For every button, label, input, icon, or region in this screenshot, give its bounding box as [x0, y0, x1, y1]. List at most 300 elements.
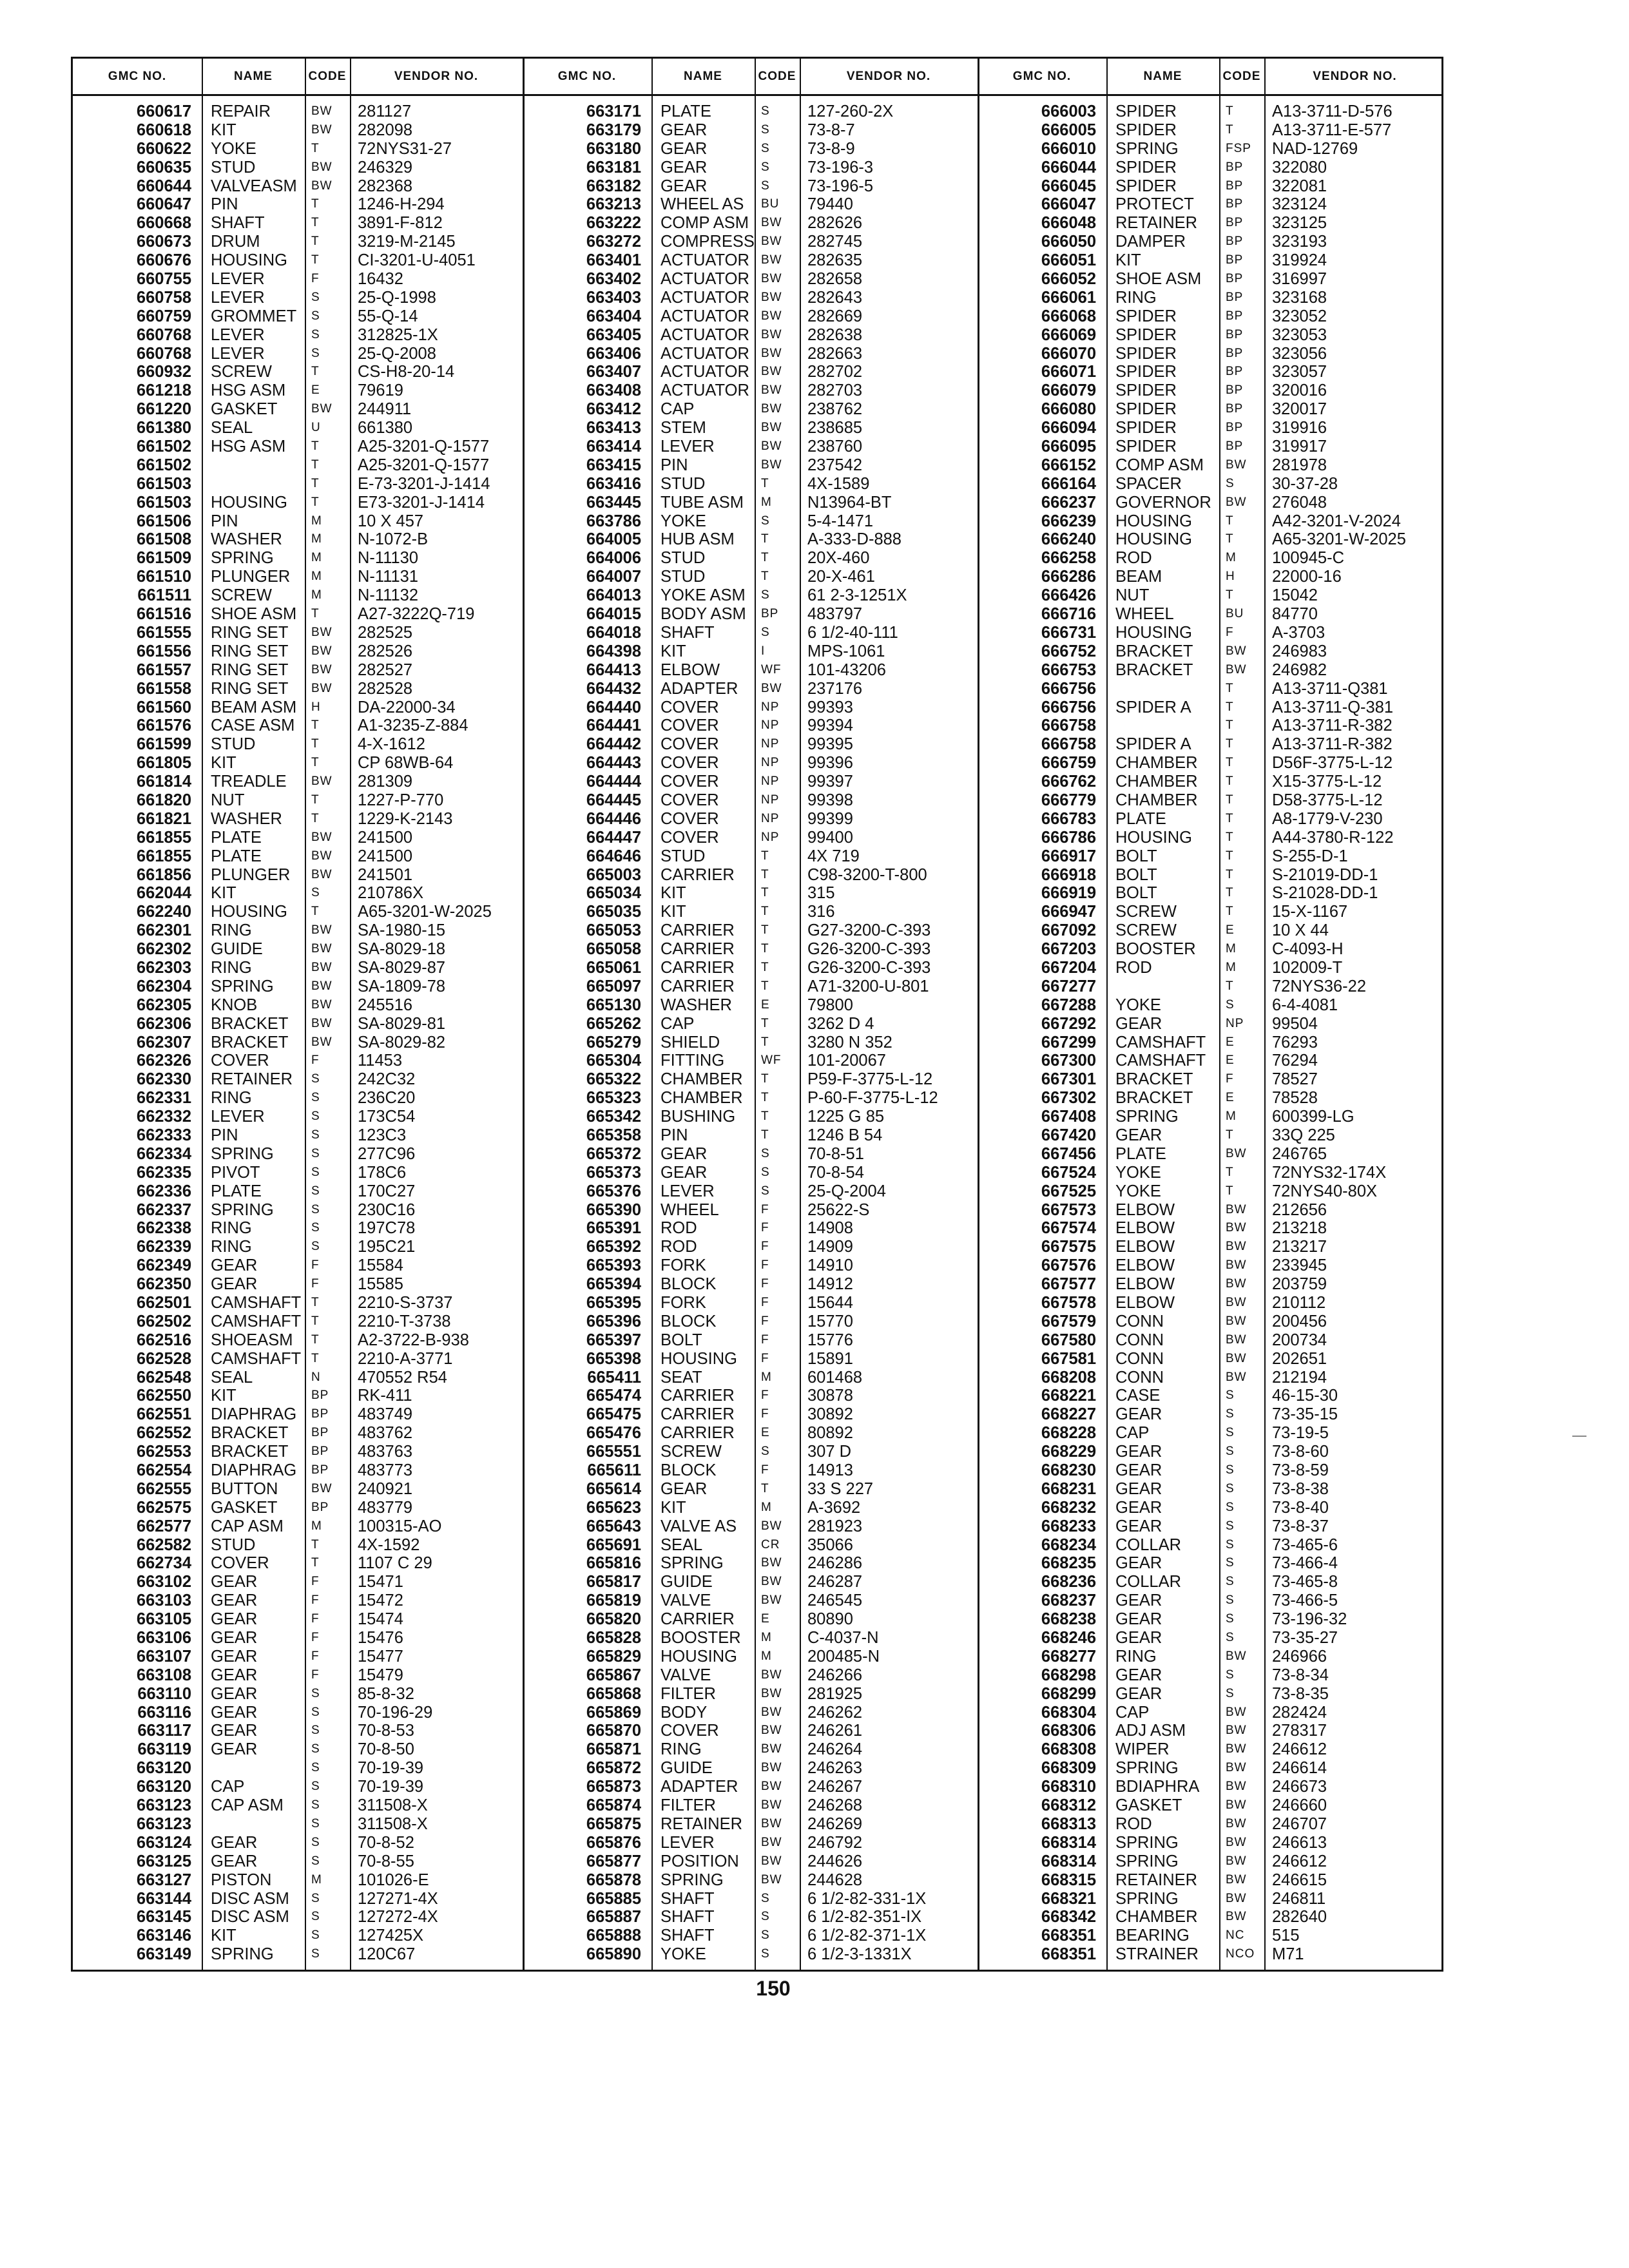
cell-gmc-no: 665829 — [586, 1647, 641, 1666]
cell-vendor-no: 20-X-461 — [807, 568, 875, 586]
cell-gmc-no: 668310 — [1041, 1778, 1096, 1796]
cell-gmc-no: 665888 — [586, 1927, 641, 1945]
cell-vendor-no: A8-1779-V-230 — [1272, 809, 1383, 828]
cell-code: T — [761, 1110, 769, 1124]
cell-name: SPRING — [660, 1870, 724, 1889]
table-row — [73, 1443, 523, 1461]
cell-gmc-no: 665397 — [586, 1331, 641, 1349]
table-body — [73, 96, 1441, 1974]
cell-gmc-no: 664442 — [586, 735, 641, 754]
cell-gmc-no: 665873 — [586, 1778, 641, 1796]
cell-vendor-no: 210786X — [358, 884, 424, 903]
table-row — [73, 1536, 523, 1555]
cell-name: KIT — [211, 1927, 236, 1945]
table-row — [73, 1499, 523, 1517]
cell-vendor-no: MPS-1061 — [807, 642, 885, 660]
cell-vendor-no: 35066 — [807, 1535, 853, 1554]
cell-name: CAP — [211, 1778, 245, 1796]
cell-gmc-no: 665398 — [586, 1349, 641, 1368]
cell-gmc-no: 663108 — [136, 1666, 191, 1684]
cell-name: KNOB — [211, 995, 258, 1014]
cell-vendor-no: 55-Q-14 — [358, 307, 418, 325]
table-row — [73, 1722, 523, 1740]
cell-name: GEAR — [1115, 1666, 1162, 1684]
cell-gmc-no: 663406 — [586, 344, 641, 363]
table-row — [978, 289, 1445, 307]
table-row — [523, 1312, 978, 1331]
cell-gmc-no: 664432 — [586, 679, 641, 698]
cell-gmc-no: 667524 — [1041, 1163, 1096, 1182]
table-row — [978, 1126, 1445, 1145]
table-row — [73, 1852, 523, 1871]
cell-vendor-no: 246262 — [807, 1703, 863, 1722]
table-row — [978, 1573, 1445, 1591]
cell-name: COMP ASM — [660, 214, 749, 233]
cell-vendor-no: 72NYS40-80X — [1272, 1182, 1378, 1200]
table-row — [73, 1890, 523, 1908]
cell-gmc-no: 665475 — [586, 1405, 641, 1424]
cell-gmc-no: 665874 — [586, 1796, 641, 1815]
cell-code: T — [761, 923, 769, 937]
cell-vendor-no: 323056 — [1272, 344, 1327, 363]
table-row — [978, 1499, 1445, 1517]
cell-gmc-no: 665878 — [586, 1870, 641, 1889]
cell-vendor-no: 1107 C 29 — [358, 1554, 432, 1573]
cell-code: I — [761, 644, 766, 658]
cell-code: S — [311, 309, 320, 323]
cell-vendor-no: G26-3200-C-393 — [807, 958, 931, 977]
cell-vendor-no: 236C20 — [358, 1089, 416, 1108]
cell-gmc-no: 667575 — [1041, 1238, 1096, 1256]
cell-name: GEAR — [1115, 1610, 1162, 1629]
cell-vendor-no: 230C16 — [358, 1200, 416, 1219]
cell-code: M — [1226, 551, 1237, 565]
cell-code: BW — [311, 774, 333, 789]
cell-gmc-no: 664015 — [586, 605, 641, 624]
table-row — [73, 1945, 523, 1964]
table-row — [978, 866, 1445, 885]
cell-name: GEAR — [211, 1684, 258, 1703]
cell-code: BW — [761, 1593, 782, 1608]
cell-code: BW — [1226, 1872, 1247, 1887]
cell-gmc-no: 665819 — [586, 1591, 641, 1610]
cell-name: SPRING — [1115, 139, 1179, 158]
table-row — [523, 512, 978, 531]
cell-gmc-no: 663144 — [136, 1889, 191, 1908]
table-row — [978, 1424, 1445, 1443]
cell-code: BW — [311, 942, 333, 956]
cell-vendor-no: 315 — [807, 884, 835, 903]
table-row — [523, 1834, 978, 1852]
cell-code: F — [311, 1593, 320, 1608]
cell-name: CARRIER — [660, 1387, 735, 1405]
cell-code: BW — [311, 1016, 333, 1030]
table-row — [978, 1908, 1445, 1927]
table-row — [73, 456, 523, 475]
cell-code: T — [1226, 532, 1234, 546]
table-row — [523, 810, 978, 829]
cell-name: YOKE — [211, 139, 256, 158]
cell-code: S — [311, 1816, 320, 1831]
cell-gmc-no: 667292 — [1041, 1014, 1096, 1033]
cell-gmc-no: 665323 — [586, 1089, 641, 1108]
table-row — [523, 1405, 978, 1424]
cell-vendor-no: 127-260-2X — [807, 102, 894, 120]
cell-gmc-no: 665393 — [586, 1256, 641, 1275]
cell-gmc-no: 663180 — [586, 139, 641, 158]
cell-name: HOUSING — [211, 903, 288, 921]
cell-code: T — [761, 867, 769, 881]
table-row — [523, 400, 978, 419]
cell-name: SPIDER — [1115, 120, 1177, 139]
cell-name: COVER — [660, 1722, 719, 1740]
cell-vendor-no: C-4037-N — [807, 1629, 879, 1648]
cell-vendor-no: 99398 — [807, 791, 853, 809]
table-row — [73, 1387, 523, 1405]
cell-vendor-no: 10 X 44 — [1272, 921, 1329, 940]
table-row — [73, 1424, 523, 1443]
cell-name: WHEEL — [660, 1200, 719, 1219]
cell-gmc-no: 665322 — [586, 1070, 641, 1089]
table-row — [73, 1126, 523, 1145]
cell-vendor-no: 246612 — [1272, 1852, 1327, 1870]
cell-gmc-no: 665871 — [586, 1740, 641, 1759]
cell-vendor-no: 4X 719 — [807, 847, 860, 865]
table-row — [978, 568, 1445, 586]
cell-name: YOKE — [660, 512, 706, 530]
table-row — [978, 214, 1445, 233]
cell-vendor-no: 101-20067 — [807, 1052, 886, 1070]
cell-code: M — [1226, 942, 1237, 956]
cell-gmc-no: 665392 — [586, 1238, 641, 1256]
cell-code: F — [761, 1463, 769, 1477]
cell-code: S — [311, 1128, 320, 1142]
cell-name: GEAR — [1115, 1461, 1162, 1480]
table-row — [73, 1480, 523, 1499]
table-row — [978, 735, 1445, 754]
cell-gmc-no: 667580 — [1041, 1331, 1096, 1349]
cell-name: REPAIR — [211, 102, 271, 120]
cell-gmc-no: 661821 — [136, 809, 191, 828]
cell-gmc-no: 664413 — [586, 660, 641, 679]
cell-vendor-no: 319916 — [1272, 419, 1327, 437]
cell-code: S — [311, 1184, 320, 1198]
cell-gmc-no: 665058 — [586, 940, 641, 959]
cell-name: FITTING — [660, 1052, 725, 1070]
cell-name: YOKE — [660, 1945, 706, 1964]
cell-gmc-no: 666239 — [1041, 512, 1096, 530]
cell-name: SPRING — [211, 1945, 274, 1964]
cell-name: FORK — [660, 1294, 706, 1312]
cell-gmc-no: 668299 — [1041, 1684, 1096, 1703]
table-row — [523, 1182, 978, 1201]
cell-name: SPRING — [1115, 1889, 1179, 1908]
cell-name: BDIAPHRA — [1115, 1778, 1200, 1796]
cell-name: YOKE — [1115, 995, 1161, 1014]
table-row — [523, 921, 978, 940]
table-row — [73, 1015, 523, 1033]
cell-name: KIT — [211, 754, 236, 773]
cell-gmc-no: 668308 — [1041, 1740, 1096, 1759]
cell-gmc-no: 666061 — [1041, 288, 1096, 307]
cell-vendor-no: 15584 — [358, 1256, 403, 1275]
table-row — [73, 233, 523, 251]
cell-name: CHAMBER — [1115, 1908, 1198, 1927]
cell-name: GEAR — [1115, 1517, 1162, 1535]
cell-code: F — [311, 1631, 320, 1645]
cell-gmc-no: 668277 — [1041, 1647, 1096, 1666]
table-row — [523, 1629, 978, 1648]
table-row — [73, 1219, 523, 1238]
table-row — [978, 847, 1445, 866]
cell-name: GUIDE — [211, 940, 263, 959]
table-row — [978, 1145, 1445, 1164]
cell-gmc-no: 666010 — [1041, 139, 1096, 158]
table-row — [523, 307, 978, 326]
table-row — [73, 1796, 523, 1815]
cell-name: ROD — [660, 1219, 697, 1238]
table-row — [523, 959, 978, 977]
table-row — [73, 549, 523, 568]
cell-vendor-no: 73-8-37 — [1272, 1517, 1329, 1535]
cell-code: F — [311, 1575, 320, 1589]
cell-code: BW — [761, 346, 782, 360]
table-row — [73, 1164, 523, 1182]
cell-code: BW — [761, 1816, 782, 1831]
cell-vendor-no: 79800 — [807, 995, 853, 1014]
cell-name: GUIDE — [660, 1759, 713, 1778]
cell-vendor-no: 123C3 — [358, 1126, 407, 1144]
cell-gmc-no: 661855 — [136, 847, 191, 865]
cell-vendor-no: 212194 — [1272, 1368, 1327, 1387]
table-row — [73, 307, 523, 326]
cell-gmc-no: 668237 — [1041, 1591, 1096, 1610]
cell-gmc-no: 660673 — [136, 233, 191, 251]
cell-code: S — [311, 1947, 320, 1961]
table-row — [523, 1499, 978, 1517]
cell-name: HOUSING — [1115, 530, 1193, 549]
cell-name: STEM — [660, 419, 706, 437]
cell-name: PIVOT — [211, 1163, 260, 1182]
cell-gmc-no: 666752 — [1041, 642, 1096, 660]
cell-vendor-no: 173C54 — [358, 1108, 416, 1126]
cell-gmc-no: 663412 — [586, 400, 641, 419]
table-row — [523, 1294, 978, 1312]
cell-vendor-no: A-3703 — [1272, 623, 1325, 642]
cell-vendor-no: 311508-X — [358, 1814, 428, 1833]
table-row — [73, 381, 523, 400]
cell-gmc-no: 663445 — [586, 493, 641, 512]
table-row — [523, 437, 978, 456]
cell-name: PLATE — [211, 847, 262, 865]
group-divider — [523, 59, 525, 1970]
cell-name: BEAM — [1115, 568, 1162, 586]
cell-name: RETAINER — [211, 1070, 293, 1089]
cell-name: SPRING — [660, 1554, 724, 1573]
cell-gmc-no: 663222 — [586, 214, 641, 233]
cell-vendor-no: 73-8-34 — [1272, 1666, 1329, 1684]
cell-code: NP — [761, 756, 780, 770]
column-group — [523, 102, 978, 1964]
cell-gmc-no: 666052 — [1041, 270, 1096, 289]
header-gmc-no: GMC NO. — [557, 70, 617, 83]
cell-code: BP — [1226, 309, 1244, 323]
cell-name: COVER — [660, 809, 719, 828]
cell-name: DISC ASM — [211, 1889, 289, 1908]
cell-name: CARRIER — [660, 958, 735, 977]
cell-name: RING SET — [211, 623, 289, 642]
table-row — [73, 251, 523, 270]
cell-gmc-no: 668230 — [1041, 1461, 1096, 1480]
cell-gmc-no: 662333 — [136, 1126, 191, 1144]
cell-gmc-no: 663125 — [136, 1852, 191, 1870]
table-row — [978, 1722, 1445, 1740]
cell-code: S — [761, 625, 770, 639]
cell-code: T — [1226, 830, 1234, 844]
table-row — [978, 1238, 1445, 1256]
cell-gmc-no: 662337 — [136, 1200, 191, 1219]
table-row — [978, 773, 1445, 791]
table-row — [978, 884, 1445, 903]
cell-vendor-no: SA-1980-15 — [358, 921, 446, 940]
cell-name: PLUNGER — [211, 865, 291, 884]
table-row — [978, 1219, 1445, 1238]
cell-name: COMP ASM — [1115, 456, 1204, 474]
cell-code: T — [311, 737, 320, 751]
cell-code: BP — [1226, 290, 1244, 304]
table-row — [73, 1201, 523, 1220]
table-row — [978, 121, 1445, 140]
cell-name: STUD — [660, 568, 706, 586]
cell-vendor-no: 282640 — [1272, 1908, 1327, 1927]
cell-gmc-no: 665391 — [586, 1219, 641, 1238]
cell-gmc-no: 662331 — [136, 1089, 191, 1108]
cell-gmc-no: 665876 — [586, 1833, 641, 1852]
cell-code: T — [1226, 1128, 1234, 1142]
cell-name: PLATE — [211, 828, 262, 847]
cell-code: BP — [1226, 346, 1244, 360]
cell-name: LEVER — [211, 270, 265, 289]
cell-code: WF — [761, 1053, 782, 1068]
table-row — [523, 884, 978, 903]
cell-gmc-no: 665623 — [586, 1498, 641, 1517]
cell-vendor-no: 102009-T — [1272, 958, 1343, 977]
cell-gmc-no: 663272 — [586, 233, 641, 251]
cell-name: CAP — [660, 1014, 695, 1033]
cell-code: S — [311, 1686, 320, 1700]
cell-vendor-no: 72NYS36-22 — [1272, 977, 1367, 995]
cell-code: BP — [1226, 197, 1244, 211]
table-row — [978, 456, 1445, 475]
cell-vendor-no: 237542 — [807, 456, 863, 474]
cell-code: S — [1226, 1445, 1235, 1459]
cell-gmc-no: 665875 — [586, 1814, 641, 1833]
cell-gmc-no: 664447 — [586, 828, 641, 847]
cell-name: SEAL — [660, 1535, 703, 1554]
table-row — [73, 1145, 523, 1164]
cell-gmc-no: 667456 — [1041, 1144, 1096, 1163]
cell-name: KIT — [211, 1387, 236, 1405]
cell-vendor-no: 2210-A-3771 — [358, 1349, 453, 1368]
table-row — [978, 1704, 1445, 1722]
cell-code: S — [311, 327, 320, 341]
cell-vendor-no: 4X-1589 — [807, 474, 870, 493]
cell-code: T — [761, 476, 769, 490]
cell-name: PLUNGER — [211, 568, 291, 586]
cell-gmc-no: 668309 — [1041, 1759, 1096, 1778]
cell-vendor-no: 246269 — [807, 1814, 863, 1833]
cell-vendor-no: 6-4-4081 — [1272, 995, 1338, 1014]
cell-gmc-no: 666731 — [1041, 623, 1096, 642]
cell-gmc-no: 666094 — [1041, 419, 1096, 437]
cell-gmc-no: 667525 — [1041, 1182, 1096, 1200]
table-row — [73, 661, 523, 680]
cell-name: CAP ASM — [211, 1517, 284, 1535]
cell-gmc-no: 664444 — [586, 773, 641, 791]
cell-gmc-no: 660768 — [136, 344, 191, 363]
cell-vendor-no: 244628 — [807, 1870, 863, 1889]
cell-name: CARRIER — [660, 1424, 735, 1443]
cell-name: SPIDER A — [1115, 698, 1191, 716]
cell-gmc-no: 663402 — [586, 270, 641, 289]
table-row — [978, 1591, 1445, 1610]
header-gmc-no: GMC NO. — [1012, 70, 1072, 83]
cell-gmc-no: 665053 — [586, 921, 641, 940]
cell-name: ROD — [1115, 549, 1152, 568]
cell-name: ACTUATOR — [660, 363, 749, 381]
cell-name: SCREW — [211, 363, 272, 381]
cell-gmc-no: 666426 — [1041, 586, 1096, 605]
cell-code: S — [311, 1742, 320, 1756]
cell-vendor-no: N-11132 — [358, 586, 419, 605]
table-row — [523, 1852, 978, 1871]
cell-vendor-no: 3280 N 352 — [807, 1033, 892, 1052]
cell-gmc-no: 665872 — [586, 1759, 641, 1778]
table-row — [73, 940, 523, 959]
cell-gmc-no: 666758 — [1041, 716, 1096, 735]
cell-gmc-no: 668314 — [1041, 1833, 1096, 1852]
cell-code: BP — [311, 1463, 329, 1477]
cell-gmc-no: 665877 — [586, 1852, 641, 1870]
table-row — [978, 1294, 1445, 1312]
cell-code: M — [761, 1631, 772, 1645]
table-row — [978, 624, 1445, 642]
cell-code: T — [761, 551, 769, 565]
cell-code: F — [761, 1314, 769, 1328]
cell-vendor-no: 276048 — [1272, 493, 1327, 512]
cell-gmc-no: 665097 — [586, 977, 641, 995]
cell-code: S — [761, 1165, 770, 1179]
cell-code: E — [1226, 1091, 1235, 1105]
cell-vendor-no: 200734 — [1272, 1331, 1327, 1349]
cell-vendor-no: D56F-3775-L-12 — [1272, 754, 1393, 773]
cell-vendor-no: 233945 — [1272, 1256, 1327, 1275]
cell-name: BUSHING — [660, 1108, 736, 1126]
cell-code: S — [1226, 1556, 1235, 1570]
cell-name: CARRIER — [660, 1610, 735, 1629]
cell-gmc-no: 663127 — [136, 1870, 191, 1889]
cell-gmc-no: 662304 — [136, 977, 191, 995]
table-row — [73, 773, 523, 791]
cell-name: BRACKET — [211, 1424, 289, 1443]
table-row — [523, 1685, 978, 1704]
cell-name: ELBOW — [1115, 1256, 1175, 1275]
cell-gmc-no: 667288 — [1041, 995, 1096, 1014]
cell-vendor-no: 3891-F-812 — [358, 214, 443, 233]
cell-name: COVER — [660, 791, 719, 809]
cell-gmc-no: 663408 — [586, 381, 641, 400]
cell-code: E — [1226, 923, 1235, 937]
